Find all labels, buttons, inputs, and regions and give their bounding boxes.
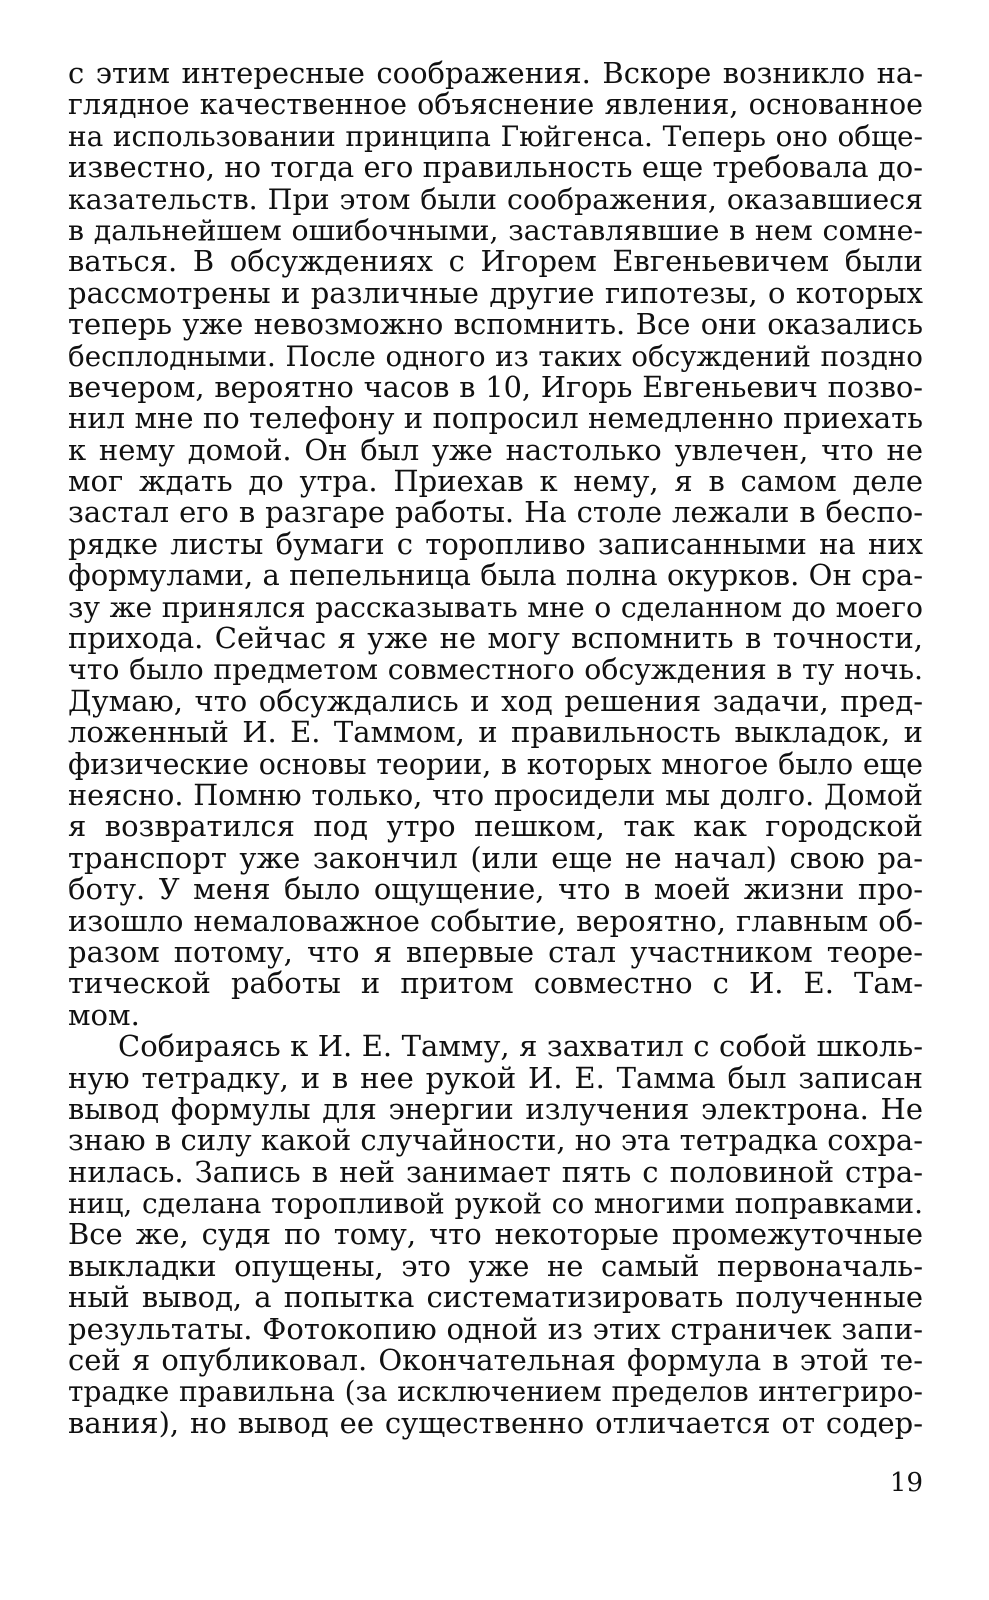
text-line: мом. — [68, 997, 140, 1032]
text-line: неясно. Помню только, что просидели мы долго. Домой — [68, 777, 923, 812]
text-line: в дальнейшем ошибочными, заставлявшие в нем сомне- — [68, 213, 923, 247]
text-line: знаю в силу какой случайности, но эта тетрадка сохра- — [68, 1123, 923, 1158]
text-line: я возвратился под утро пешком, так как городской — [68, 809, 923, 844]
text-line: что было предметом совместного обсуждения в ту ночь. — [68, 653, 923, 687]
text-line: нил мне по телефону и попросил немедленно приехать — [68, 401, 923, 436]
page-number: 19 — [889, 1468, 923, 1498]
text-line: бесплодными. После одного из таких обсуждений поздно — [68, 339, 923, 373]
text-line: сей я опубликовал. Окончательная формула в этой те- — [68, 1343, 923, 1378]
text-line: традке правильна (за исключением пределов интегриро- — [68, 1375, 923, 1409]
text-line: изошло немаловажное событие, вероятно, главным об- — [68, 903, 923, 938]
text-line: ваться. В обсуждениях с Игорем Евгеньевичем были — [68, 244, 923, 279]
text-line: ложенный И. Е. Таммом, и правильность выкладок, и — [68, 715, 923, 750]
text-line: к нему домой. Он был уже настолько увлечен, что не — [68, 432, 923, 467]
text-line: вывод формулы для энергии излучения электрона. Не — [68, 1091, 923, 1126]
text-line: разом потому, что я впервые стал участником теоре- — [68, 934, 923, 969]
text-line: теперь уже невозможно вспомнить. Все они оказались — [68, 307, 923, 342]
page-text — [68, 58, 923, 1439]
text-line: Все же, судя по тому, что некоторые промежуточные — [68, 1217, 923, 1252]
text-line: с этим интересные соображения. Вскоре возникло на- — [68, 56, 923, 90]
text-line: боту. У меня было ощущение, что в моей жизни про- — [68, 872, 923, 907]
text-line: вания), но вывод ее существенно отличается от содер- — [68, 1405, 923, 1440]
text-line: результаты. Фотокопию одной из этих страничек запи- — [68, 1311, 923, 1346]
text-line: мог ждать до утра. Приехав к нему, я в самом деле — [68, 464, 923, 499]
text-line: глядное качественное объяснение явления, основанное — [68, 88, 923, 122]
text-line: рядке листы бумаги с торопливо записанными на них — [68, 526, 923, 561]
text-line: рассмотрены и различные другие гипотезы, о которых — [68, 275, 923, 310]
text-line: транспорт уже закончил (или еще не начал) свою ра- — [68, 840, 923, 875]
text-line: ную тетрадку, и в нее рукой И. Е. Тамма был записан — [68, 1060, 923, 1095]
paragraph-1 — [68, 58, 923, 1031]
text-line: нилась. Запись в ней занимает пять с половиной стра- — [68, 1154, 923, 1189]
text-line: на использовании принципа Гюйгенса. Теперь оно обще- — [68, 119, 923, 153]
text-line: казательств. При этом были соображения, оказавшиеся — [68, 182, 923, 216]
text-line: формулами, а пепельница была полна окурков. Он сра- — [68, 558, 923, 593]
text-line: ный вывод, а попытка систематизировать полученные — [68, 1280, 923, 1315]
text-line: ниц, сделана торопливой рукой со многими поправками. — [68, 1187, 923, 1221]
text-line: выкладки опущены, это уже не самый первоначаль- — [68, 1248, 923, 1283]
paragraph-2 — [68, 1031, 923, 1439]
text-line: Собираясь к И. Е. Тамму, я захватил с собой школь- — [118, 1029, 923, 1064]
text-line: физические основы теории, в которых многое было еще — [68, 747, 923, 781]
text-line: застал его в разгаре работы. На столе лежали в беспо- — [68, 495, 923, 530]
text-line: зу же принялся рассказывать мне о сделанном до моего — [68, 590, 923, 624]
text-line: тической работы и притом совместно с И. Е. Там- — [68, 966, 923, 1001]
text-line: вечером, вероятно часов в 10, Игорь Евгеньевич позво- — [68, 369, 923, 404]
text-line: известно, но тогда его правильность еще требовала до- — [68, 150, 923, 185]
text-line: прихода. Сейчас я уже не могу вспомнить в точности, — [68, 621, 923, 656]
text-line: Думаю, что обсуждались и ход решения задачи, пред- — [68, 683, 923, 718]
